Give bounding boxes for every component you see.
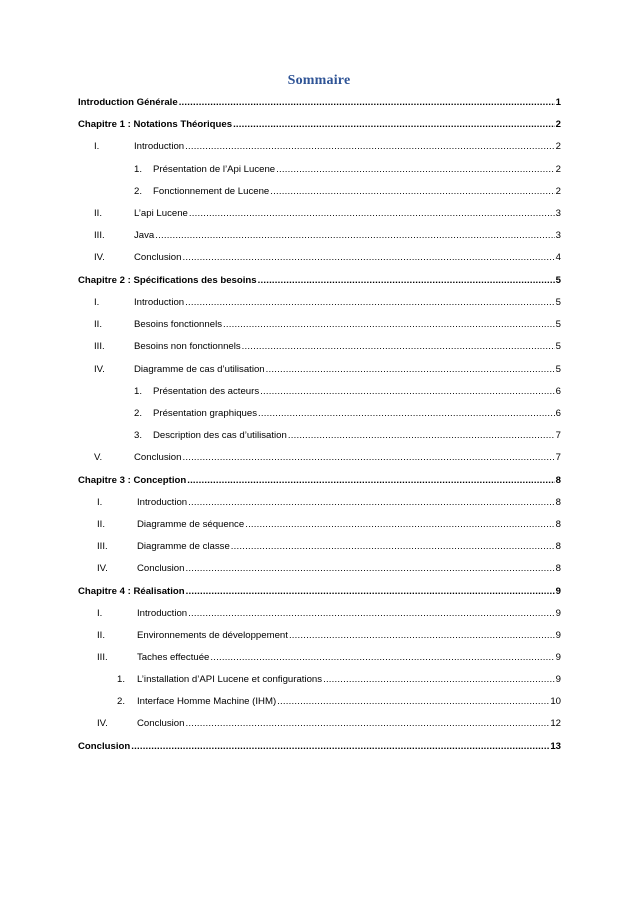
- toc-entry[interactable]: [78, 275, 561, 287]
- toc-entry-number: IV.: [97, 563, 108, 574]
- toc-dot-leader: [277, 696, 549, 708]
- toc-dot-leader: [231, 541, 555, 553]
- toc-entry[interactable]: [134, 408, 561, 420]
- toc-entry[interactable]: [134, 430, 561, 442]
- toc-entry-number: IV.: [94, 364, 105, 375]
- toc-entry-page-number: 10: [550, 696, 561, 707]
- toc-entry[interactable]: [97, 541, 561, 553]
- toc-entry[interactable]: [78, 586, 561, 598]
- page-title: Sommaire: [287, 73, 351, 88]
- toc-entry-number: 2.: [134, 186, 143, 197]
- toc-entry-label: Taches effectuée: [137, 652, 210, 663]
- toc-entry[interactable]: [97, 497, 561, 509]
- toc-entry[interactable]: [94, 364, 561, 376]
- toc-entry-label: Introduction: [137, 608, 188, 619]
- toc-entry-label: Conclusion: [137, 563, 185, 574]
- toc-entry-page-number: 5: [555, 364, 561, 375]
- toc-entry[interactable]: [97, 563, 561, 575]
- toc-entry-page-number: 5: [555, 319, 561, 330]
- toc-dot-leader: [266, 364, 555, 376]
- toc-entry-page-number: 8: [555, 563, 561, 574]
- toc-dot-leader: [185, 297, 555, 309]
- toc-entry-number: 1.: [134, 164, 143, 175]
- toc-entry-label: Chapitre 3 : Conception: [78, 475, 187, 486]
- toc-entry[interactable]: [94, 230, 561, 242]
- toc-entry-number: I.: [97, 608, 103, 619]
- toc-entry[interactable]: [94, 452, 561, 464]
- toc-entry[interactable]: [134, 186, 561, 198]
- toc-entry-number: III.: [94, 341, 105, 352]
- toc-entry-label: Chapitre 1 : Notations Théoriques: [78, 119, 233, 130]
- toc-entry-label: Diagramme de classe: [137, 541, 230, 552]
- toc-dot-leader: [289, 630, 555, 642]
- toc-dot-leader: [258, 408, 555, 420]
- toc-entry[interactable]: [94, 341, 561, 353]
- toc-entry-label: L’installation d’API Lucene et configurations: [137, 674, 323, 685]
- toc-dot-leader: [131, 741, 549, 753]
- toc-entry-page-number: 8: [555, 497, 561, 508]
- toc-dot-leader: [189, 208, 555, 220]
- toc-entry-page-number: 5: [555, 275, 561, 286]
- toc-entry[interactable]: [78, 119, 561, 131]
- toc-entry-label: Java: [134, 230, 155, 241]
- toc-entry-page-number: 3: [555, 230, 561, 241]
- toc-dot-leader: [242, 341, 555, 353]
- toc-dot-leader: [182, 452, 554, 464]
- toc-entry-number: I.: [97, 497, 103, 508]
- toc-entry[interactable]: [97, 519, 561, 531]
- toc-entry-page-number: 2: [555, 164, 561, 175]
- toc-entry-number: II.: [97, 630, 105, 641]
- toc-entry-page-number: 1: [555, 97, 561, 108]
- toc-entry-number: III.: [94, 230, 105, 241]
- toc-entry-number: III.: [97, 541, 108, 552]
- toc-entry-number: IV.: [94, 252, 105, 263]
- toc-dot-leader: [185, 563, 554, 575]
- toc-entry-label: L’api Lucene: [134, 208, 188, 219]
- toc-entry[interactable]: [97, 718, 561, 730]
- toc-entry[interactable]: [94, 141, 561, 153]
- toc-entry-number: III.: [97, 652, 108, 663]
- toc-entry[interactable]: [97, 652, 561, 664]
- toc-entry[interactable]: [134, 164, 561, 176]
- toc-entry-number: 1.: [134, 386, 143, 397]
- toc-entry-page-number: 7: [555, 452, 561, 463]
- toc-entry-label: Fonctionnement de Lucene: [153, 186, 270, 197]
- toc-entry-label: Interface Homme Machine (IHM): [137, 696, 277, 707]
- toc-entry-label: Introduction Générale: [78, 97, 178, 108]
- toc-entry-label: Présentation graphiques: [153, 408, 258, 419]
- toc-entry-label: Présentation de l’Api Lucene: [153, 164, 276, 175]
- toc-dot-leader: [288, 430, 555, 442]
- toc-entry-number: V.: [94, 452, 103, 463]
- toc-dot-leader: [260, 386, 555, 398]
- toc-dot-leader: [155, 230, 554, 242]
- toc-entry[interactable]: [94, 297, 561, 309]
- toc-dot-leader: [258, 275, 555, 287]
- toc-entry[interactable]: [94, 319, 561, 331]
- toc-entry-label: Chapitre 2 : Spécifications des besoins: [78, 275, 257, 286]
- toc-entry-page-number: 8: [555, 519, 561, 530]
- toc-dot-leader: [323, 674, 555, 686]
- toc-dot-leader: [187, 475, 554, 487]
- toc-dot-leader: [223, 319, 555, 331]
- toc-entry-number: II.: [94, 208, 102, 219]
- toc-entry-number: 2.: [117, 696, 126, 707]
- toc-entry-number: I.: [94, 141, 100, 152]
- toc-entry-label: Besoins non fonctionnels: [134, 341, 241, 352]
- toc-entry-label: Introduction: [134, 141, 185, 152]
- toc-entry[interactable]: [94, 208, 561, 220]
- toc-dot-leader: [188, 608, 555, 620]
- toc-entry-label: Besoins fonctionnels: [134, 319, 222, 330]
- toc-entry-number: II.: [94, 319, 102, 330]
- toc-entry[interactable]: [117, 696, 561, 708]
- toc-entry-page-number: 9: [555, 630, 561, 641]
- toc-entry-label: Chapitre 4 : Réalisation: [78, 586, 185, 597]
- toc-dot-leader: [185, 718, 549, 730]
- toc-entry-number: I.: [94, 297, 100, 308]
- toc-entry-page-number: 5: [555, 341, 561, 352]
- toc-dot-leader: [276, 164, 555, 176]
- toc-entry-page-number: 6: [555, 386, 561, 397]
- toc-dot-leader: [182, 252, 554, 264]
- toc-dot-leader: [185, 141, 555, 153]
- toc-dot-leader: [270, 186, 554, 198]
- toc-entry[interactable]: [134, 386, 561, 398]
- toc-entry-label: Introduction: [137, 497, 188, 508]
- toc-entry[interactable]: [78, 741, 561, 753]
- toc-entry-page-number: 6: [555, 408, 561, 419]
- toc-dot-leader: [186, 586, 555, 598]
- toc-entry-page-number: 8: [555, 475, 561, 486]
- toc-entry-label: Introduction: [134, 297, 185, 308]
- toc-entry-label: Diagramme de cas d’utilisation: [134, 364, 265, 375]
- toc-dot-leader: [233, 119, 555, 131]
- toc-entry-page-number: 2: [555, 141, 561, 152]
- toc-entry[interactable]: [97, 608, 561, 620]
- toc-entry-number: II.: [97, 519, 105, 530]
- toc-entry-page-number: 2: [555, 186, 561, 197]
- toc-entry-page-number: 9: [555, 586, 561, 597]
- toc-entry-page-number: 2: [555, 119, 561, 130]
- toc-entry-page-number: 9: [555, 652, 561, 663]
- toc-entry-page-number: 13: [550, 741, 561, 752]
- toc-entry[interactable]: [78, 97, 561, 109]
- toc-entry-page-number: 9: [555, 674, 561, 685]
- toc-entry-number: 1.: [117, 674, 126, 685]
- toc-entry-label: Diagramme de séquence: [137, 519, 245, 530]
- toc-entry-label: Conclusion: [78, 741, 131, 752]
- toc-entry[interactable]: [117, 674, 561, 686]
- toc-entry-page-number: 7: [555, 430, 561, 441]
- toc-entry-label: Présentation des acteurs: [153, 386, 260, 397]
- toc-entry-label: Description des cas d’utilisation: [153, 430, 287, 441]
- toc-dot-leader: [188, 497, 555, 509]
- toc-entry-label: Conclusion: [134, 252, 182, 263]
- toc-entry-number: 3.: [134, 430, 143, 441]
- toc-entry-page-number: 8: [555, 541, 561, 552]
- toc-entry[interactable]: [78, 475, 561, 487]
- toc-dot-leader: [179, 97, 555, 109]
- toc-entry-number: 2.: [134, 408, 143, 419]
- toc-entry[interactable]: [97, 630, 561, 642]
- toc-entry-page-number: 12: [550, 718, 561, 729]
- toc-entry-number: IV.: [97, 718, 108, 729]
- toc-entry-page-number: 4: [555, 252, 561, 263]
- toc-dot-leader: [245, 519, 554, 531]
- toc-entry-label: Conclusion: [137, 718, 185, 729]
- toc-entry-page-number: 3: [555, 208, 561, 219]
- toc-entry-page-number: 9: [555, 608, 561, 619]
- toc-entry-label: Conclusion: [134, 452, 182, 463]
- toc-entry-label: Environnements de développement: [137, 630, 288, 641]
- toc-entry[interactable]: [94, 252, 561, 264]
- toc-entry-page-number: 5: [555, 297, 561, 308]
- toc-dot-leader: [210, 652, 554, 664]
